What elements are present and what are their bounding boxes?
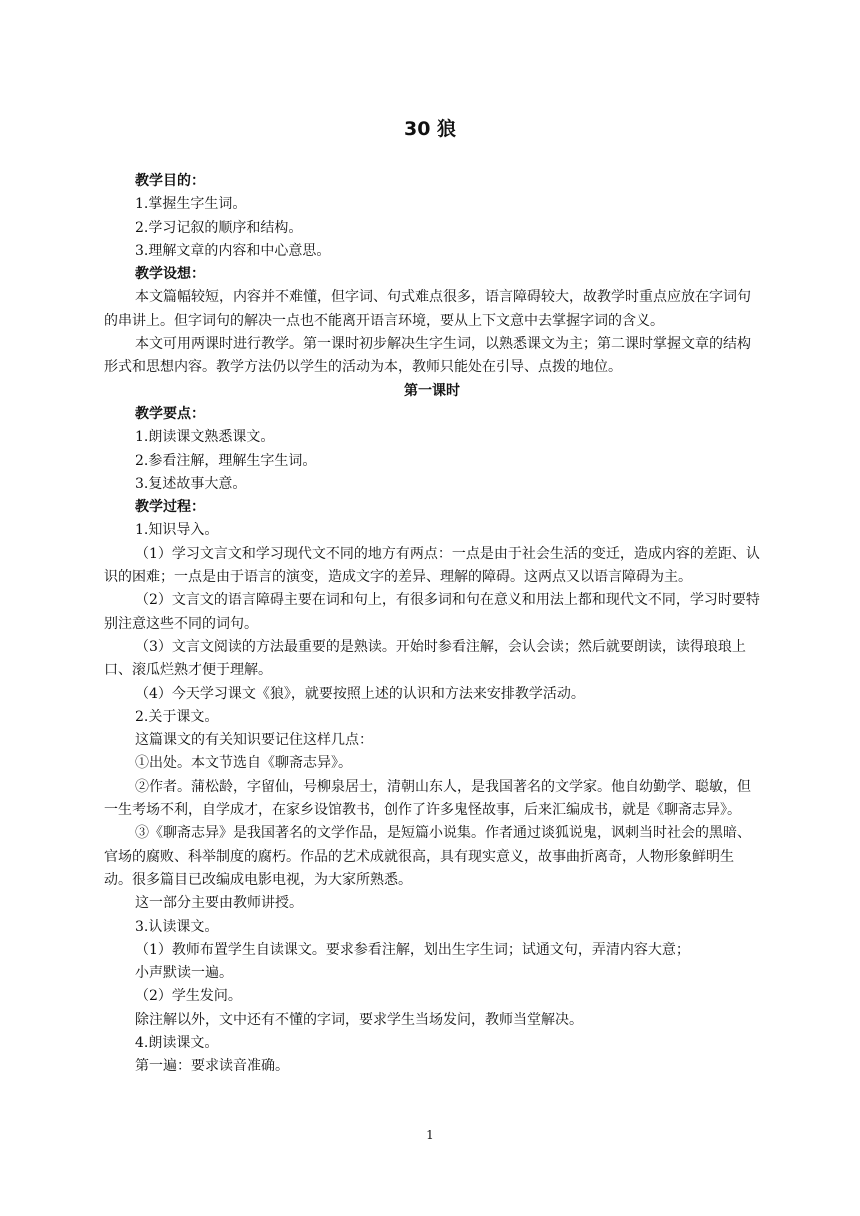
step-title: 4.朗读课文。 (135, 1034, 219, 1051)
goals-heading: 教学目的： (135, 173, 205, 189)
step-title: 1.知识导入。 (135, 522, 219, 539)
step-paragraph: ③《聊斋志异》是我国著名的文学作品，是短篇小说集。作者通过谈狐说鬼，讽刺当时社会的黑暗、官场的腐败、科举制度的腐朽。作品的艺术成就很高，具有现实意义，故事曲折离奇，人物形象鲜明生动。很多篇目已改编成电影电视，为大家所熟悉。 (104, 825, 751, 888)
lesson-heading: 第一课时 (404, 382, 460, 399)
step-paragraph: 这一部分主要由教师讲授。 (135, 895, 303, 912)
step-paragraph: （2）文言文的语言障碍主要在词和句上，有很多词和句在意义和用法上都和现代文不同，学习时要特别注意这些不同的词句。 (104, 592, 760, 632)
goal-item: 2.学习记叙的顺序和结构。 (135, 219, 303, 236)
point-item: 1.朗读课文熟悉课文。 (135, 429, 275, 446)
points-heading: 教学要点： (135, 405, 205, 422)
design-paragraph: 本文可用两课时进行教学。第一课时初步解决生字生词，以熟悉课文为主；第二课时掌握文章的结构形式和思想内容。教学方法仍以学生的活动为本，教师只能处在引导、点拨的地位。 (104, 336, 751, 376)
design-paragraph: 本文篇幅较短，内容并不难懂，但字词、句式难点很多，语言障碍较大，故教学时重点应放在字词句的串讲上。但字词句的解决一点也不能离开语言环境，要从上下文意中去掌握字词的含义。 (104, 289, 751, 329)
step-paragraph: ①出处。本文节选自《聊斋志异》。 (135, 755, 352, 772)
step-paragraph: （2）学生发问。 (135, 988, 242, 1005)
design-heading: 教学设想： (135, 266, 205, 283)
step-paragraph: （1）教师布置学生自读课文。要求参看注解，划出生字生词；试通文句，弄清内容大意； (135, 941, 690, 958)
step-paragraph: （3）文言文阅读的方法最重要的是熟读。开始时参看注解，会认会读；然后就要朗读，读得琅琅上口、滚瓜烂熟才便于理解。 (104, 638, 746, 679)
step-paragraph: 这篇课文的有关知识要记住这样几点： (135, 732, 373, 749)
process-heading: 教学过程： (135, 499, 205, 516)
point-item: 2.参看注解，理解生字生词。 (135, 452, 317, 469)
step-paragraph: 第一遍：要求读音准确。 (135, 1058, 289, 1075)
document-title: 30 狼 (403, 118, 457, 140)
goal-item: 1.掌握生字生词。 (135, 196, 247, 213)
step-paragraph: 除注解以外，文中还有不懂的字词，要求学生当场发问，教师当堂解决。 (135, 1011, 583, 1028)
step-paragraph: 小声默读一遍。 (135, 965, 233, 982)
point-item: 3.复述故事大意。 (135, 475, 247, 492)
goal-item: 3.理解文章的内容和中心意思。 (135, 242, 331, 259)
document-body (104, 170, 760, 1079)
page-number: 1 (426, 1128, 434, 1142)
step-paragraph: ②作者。蒲松龄，字留仙，号柳泉居士，清朝山东人，是我国著名的文学家。他自幼勤学、聪敏，但一生考场不利，自学成才，在家乡设馆教书，创作了许多鬼怪故事，后来汇编成书，就是《聊斋志异》。 (104, 778, 751, 819)
step-paragraph: （4）今天学习课文《狼》，就要按照上述的认识和方法来安排教学活动。 (135, 685, 585, 702)
step-title: 2.关于课文。 (135, 708, 219, 725)
step-title: 3.认读课文。 (135, 918, 219, 935)
step-paragraph: （1）学习文言文和学习现代文不同的地方有两点：一点是由于社会生活的变迁，造成内容的差距、认识的困难；一点是由于语言的演变，造成文字的差异、理解的障碍。这两点又以语言障碍为主。 (104, 545, 760, 586)
